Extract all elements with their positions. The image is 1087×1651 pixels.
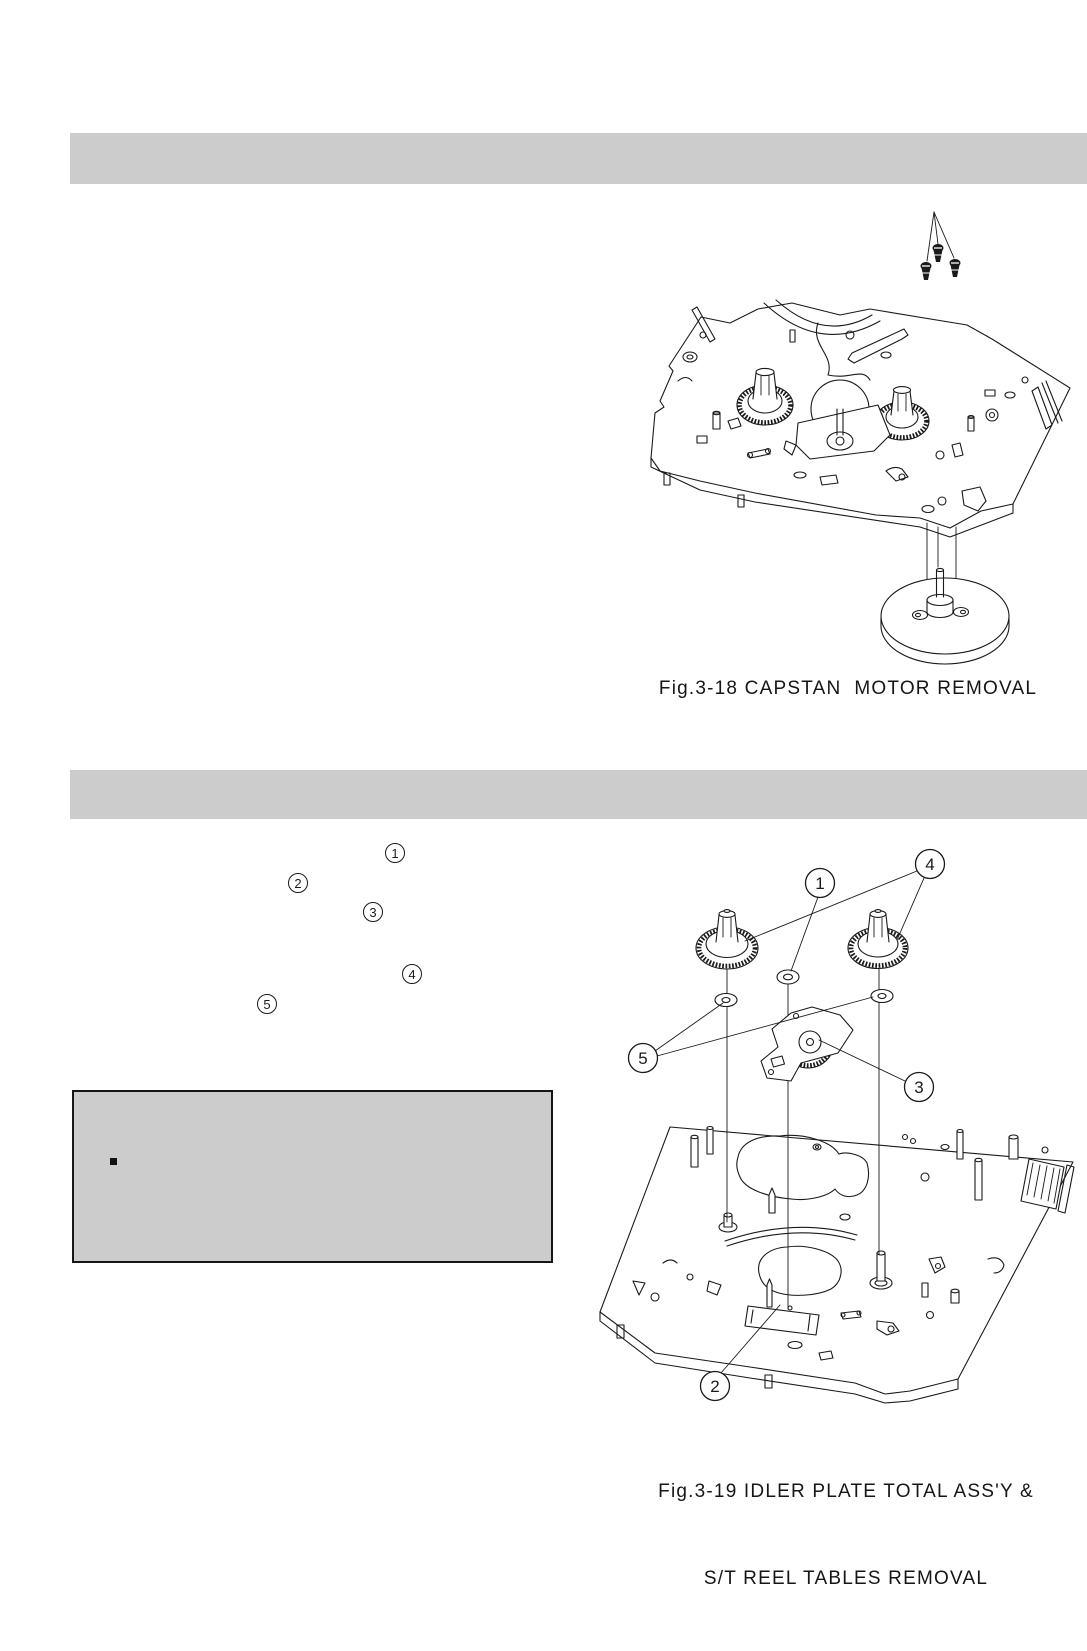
figure-caption-3-19 bbox=[628, 1419, 1064, 1651]
step-marker-3 bbox=[363, 902, 383, 922]
step-number: 2 bbox=[294, 875, 302, 891]
screw-icon bbox=[933, 244, 944, 262]
step-marker-2 bbox=[288, 873, 308, 893]
fig-3-18-illustration bbox=[640, 295, 1080, 675]
fig-3-19-illustration bbox=[595, 845, 1087, 1407]
step-number: 5 bbox=[263, 996, 271, 1012]
section-header-bar-2 bbox=[70, 770, 1087, 819]
caption-line-1: Fig.3-19 IDLER PLATE TOTAL ASS'Y & bbox=[658, 1481, 1034, 1502]
capstan-shaft bbox=[937, 568, 944, 571]
square-bullet-icon bbox=[110, 1158, 117, 1165]
washer bbox=[777, 970, 799, 984]
washer bbox=[871, 990, 893, 1003]
callout-4 bbox=[916, 850, 945, 879]
take-up-reel-table bbox=[848, 910, 908, 969]
step-marker-1 bbox=[385, 843, 405, 863]
callout-number: 5 bbox=[638, 1049, 648, 1068]
screw-icon bbox=[921, 262, 932, 280]
step-number: 3 bbox=[369, 904, 377, 920]
callout-5 bbox=[629, 1044, 658, 1073]
callout-number: 3 bbox=[914, 1078, 924, 1097]
callout-number: 2 bbox=[710, 1377, 720, 1396]
mechanism-chassis-top bbox=[600, 1127, 1074, 1404]
idler-plate-total-assy bbox=[761, 1007, 853, 1081]
washer bbox=[715, 994, 737, 1007]
callout-3 bbox=[905, 1073, 934, 1102]
capstan-motor bbox=[881, 523, 1009, 664]
step-marker-4 bbox=[402, 964, 422, 984]
screw-icon bbox=[950, 259, 961, 277]
callout-2 bbox=[701, 1372, 730, 1401]
section-header-bar-1 bbox=[70, 133, 1087, 184]
step-number: 1 bbox=[391, 845, 399, 861]
note-box bbox=[72, 1090, 553, 1263]
step-marker-5 bbox=[257, 994, 277, 1014]
callout-number: 1 bbox=[815, 874, 825, 893]
step-number: 4 bbox=[408, 966, 416, 982]
callout-1 bbox=[806, 869, 835, 898]
mounting-screws-icon bbox=[895, 198, 980, 293]
caption-line-2: S/T REEL TABLES REMOVAL bbox=[703, 1568, 989, 1589]
figure-caption-3-18: Fig.3-18 CAPSTAN MOTOR REMOVAL bbox=[658, 678, 1038, 699]
callout-number: 4 bbox=[925, 855, 935, 874]
